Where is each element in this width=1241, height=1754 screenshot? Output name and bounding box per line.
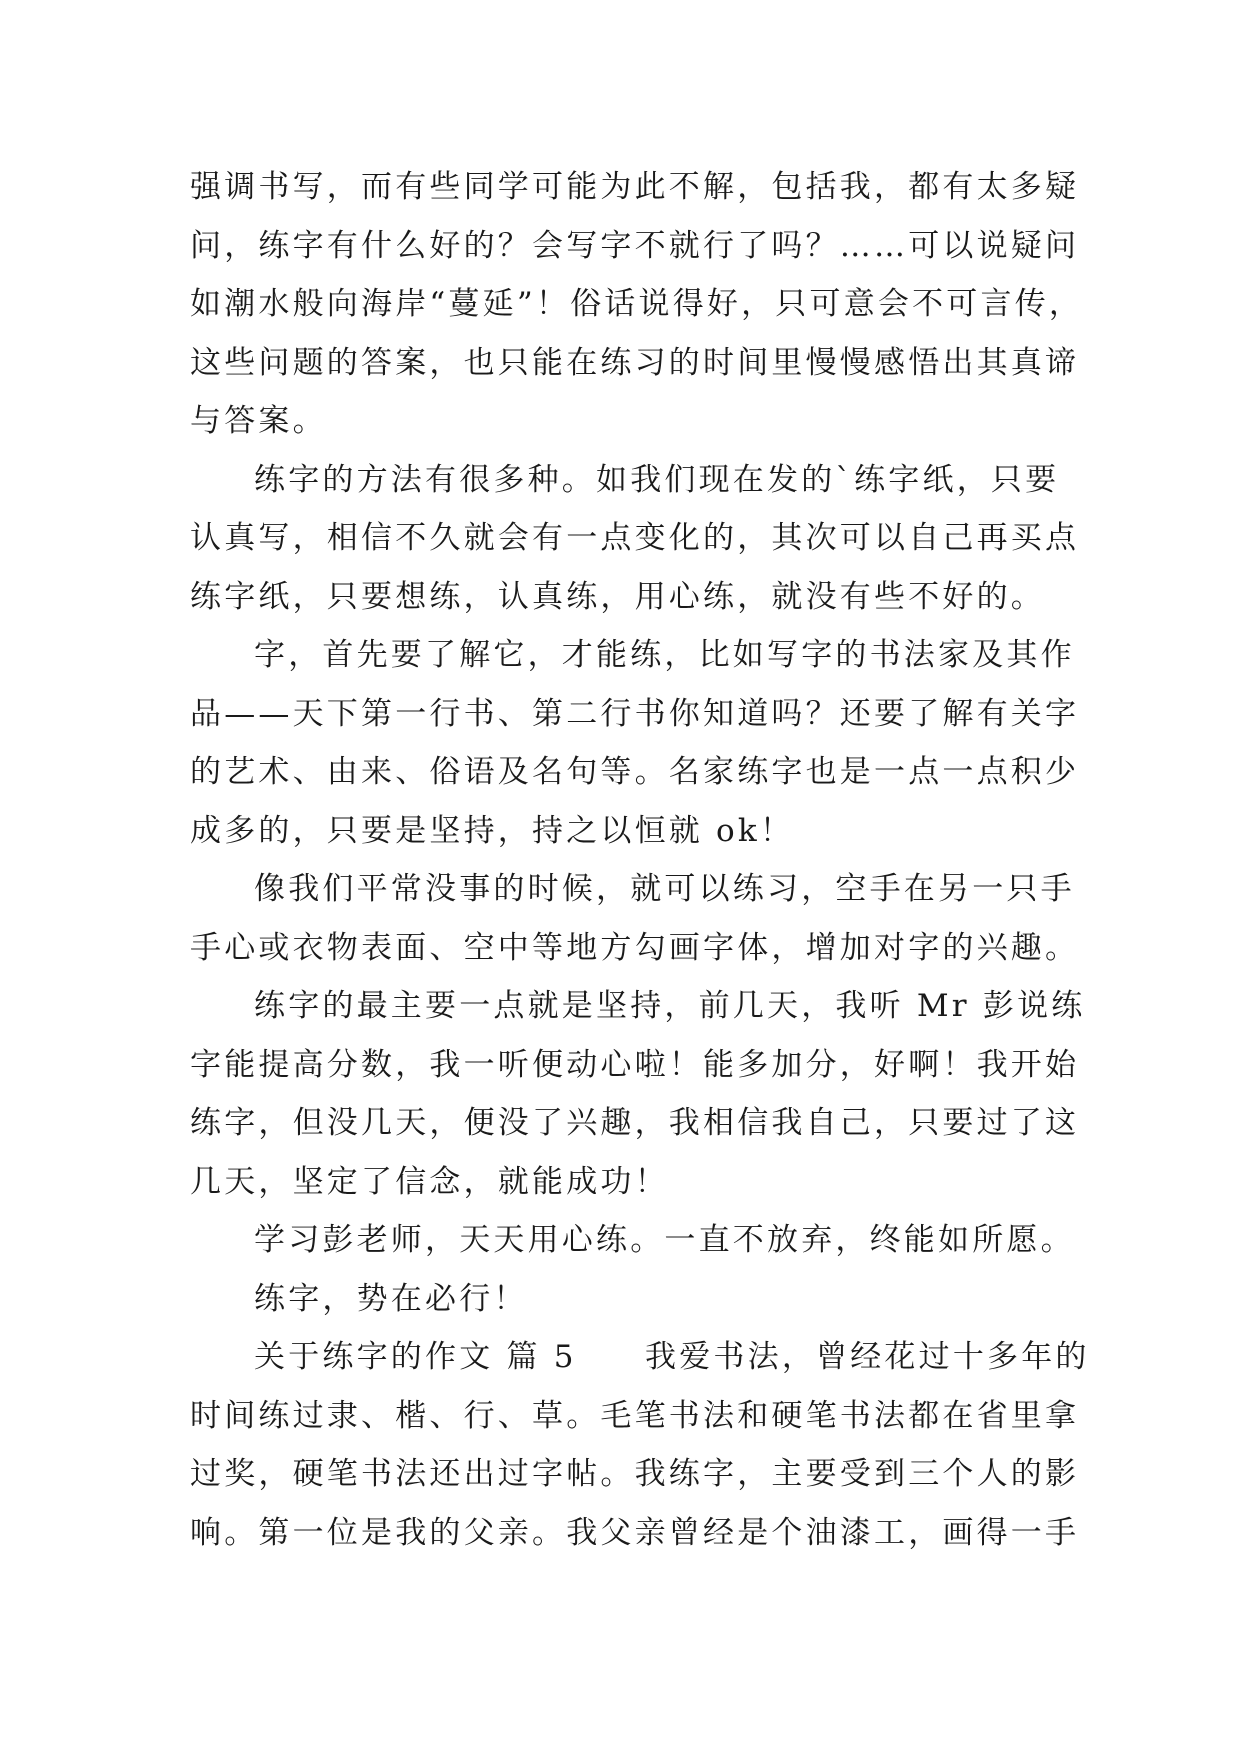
text-line: 问，练字有什么好的？会写字不就行了吗？……可以说疑问 — [190, 227, 1080, 264]
text-line: 与答案。 — [190, 403, 327, 439]
text-line: 手心或衣物表面、空中等地方勾画字体，增加对字的兴趣。 — [190, 929, 1080, 966]
essay-body — [190, 158, 1090, 1562]
text-line: 如潮水般向海岸“蔓延”！俗话说得好，只可意会不可言传， — [190, 286, 1084, 322]
paragraph-start-line: 像我们平常没事的时候，就可以练习，空手在另一只手 — [254, 871, 1075, 907]
text-line: 过奖，硬笔书法还出过字帖。我练字，主要受到三个人的影 — [190, 1456, 1080, 1492]
text-line: 的艺术、由来、俗语及名句等。名家练字也是一点一点积少 — [190, 754, 1080, 790]
text-line: 品——天下第一行书、第二行书你知道吗？还要了解有关字 — [190, 695, 1080, 732]
text-line: 响。第一位是我的父亲。我父亲曾经是个油漆工，画得一手 — [190, 1514, 1080, 1551]
paragraph-start-line: 练字的方法有很多种。如我们现在发的`练字纸，只要 — [254, 461, 1060, 498]
paragraph-start-line: 练字，势在必行！ — [254, 1280, 528, 1317]
text-line: 几天，坚定了信念，就能成功！ — [190, 1163, 669, 1200]
paragraph-start-line: 字，首先要了解它，才能练，比如写字的书法家及其作 — [254, 637, 1075, 673]
text-line: 成多的，只要是坚持，持之以恒就 ok！ — [190, 812, 795, 849]
paragraph-start-line: 练字的最主要一点就是坚持，前几天，我听 Mr 彭说练 — [254, 988, 1086, 1024]
text-line: 字能提高分数，我一听便动心啦！能多加分，好啊！我开始 — [190, 1046, 1080, 1083]
text-line: 时间练过隶、楷、行、草。毛笔书法和硬笔书法都在省里拿 — [190, 1397, 1080, 1434]
section-heading-line: 关于练字的作文 篇 5 我爱书法，曾经花过十多年的 — [254, 1339, 1090, 1375]
paragraph-start-line: 学习彭老师，天天用心练。一直不放弃，终能如所愿。 — [254, 1222, 1075, 1258]
text-line: 练字纸，只要想练，认真练，用心练，就没有些不好的。 — [190, 578, 1045, 615]
text-line: 认真写，相信不久就会有一点变化的，其次可以自己再买点 — [190, 520, 1080, 556]
text-line: 这些问题的答案，也只能在练习的时间里慢慢感悟出其真谛 — [190, 344, 1080, 381]
text-line: 练字，但没几天，便没了兴趣，我相信我自己，只要过了这 — [190, 1105, 1080, 1141]
text-line: 强调书写，而有些同学可能为此不解，包括我，都有太多疑 — [190, 169, 1080, 205]
